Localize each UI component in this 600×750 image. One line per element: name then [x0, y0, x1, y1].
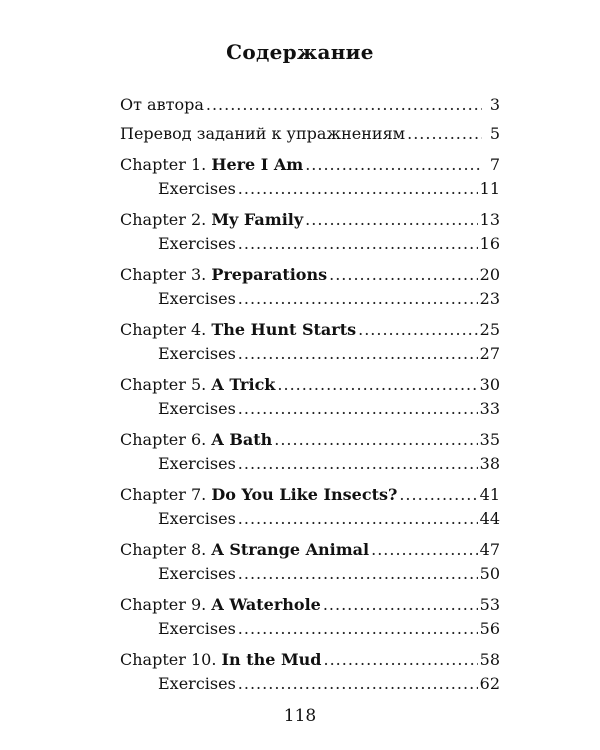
exercises-label: Exercises	[158, 234, 236, 253]
toc-exercises-5	[120, 397, 500, 421]
chapter-page: 41	[479, 485, 500, 504]
chapter-page: 35	[479, 430, 500, 449]
dot-leader	[238, 177, 478, 201]
chapter-title: A Bath	[211, 430, 273, 449]
chapter-number: Chapter 10.	[120, 650, 217, 669]
dot-leader	[238, 397, 478, 421]
toc-entry-author-note	[120, 93, 500, 117]
chapter-label	[120, 538, 369, 562]
toc-chapter-4	[120, 318, 500, 342]
exercises-label: Exercises	[158, 509, 236, 528]
toc-entry-label: Перевод заданий к упражнениям	[120, 124, 406, 143]
chapter-number: Chapter 1.	[120, 155, 207, 174]
chapter-page: 47	[479, 540, 500, 559]
chapter-page: 25	[479, 320, 500, 339]
chapter-number: Chapter 8.	[120, 540, 207, 559]
chapter-label	[120, 428, 272, 452]
dot-leader	[238, 232, 478, 256]
toc-exercises-6	[120, 452, 500, 476]
chapter-label	[120, 208, 303, 232]
exercises-label: Exercises	[158, 289, 236, 308]
chapter-number: Chapter 3.	[120, 265, 207, 284]
chapter-number: Chapter 7.	[120, 485, 207, 504]
exercises-label: Exercises	[158, 564, 236, 583]
toc-exercises-4	[120, 342, 500, 366]
chapter-label	[120, 648, 322, 672]
chapter-label	[120, 263, 327, 287]
chapter-number: Chapter 2.	[120, 210, 207, 229]
toc-chapter-5	[120, 373, 500, 397]
chapter-title: In the Mud	[221, 650, 322, 669]
exercises-page: 56	[479, 619, 500, 638]
chapter-page: 30	[479, 375, 500, 394]
exercises-page: 62	[479, 674, 500, 693]
chapter-label	[120, 483, 397, 507]
toc-chapter-2	[120, 208, 500, 232]
chapter-number: Chapter 4.	[120, 320, 207, 339]
toc-exercises-3	[120, 287, 500, 311]
chapter-number: Chapter 5.	[120, 375, 207, 394]
chapter-page: 7	[489, 155, 500, 174]
toc-entry-page: 3	[489, 95, 500, 114]
dot-leader	[305, 208, 478, 232]
chapter-title: My Family	[211, 210, 304, 229]
dot-leader	[305, 153, 482, 177]
dot-leader	[238, 617, 478, 641]
toc-exercises-2	[120, 232, 500, 256]
dot-leader	[274, 428, 477, 452]
exercises-label: Exercises	[158, 344, 236, 363]
exercises-page: 27	[479, 344, 500, 363]
chapter-title: A Waterhole	[211, 595, 321, 614]
chapter-number: Chapter 6.	[120, 430, 207, 449]
chapter-title: A Trick	[211, 375, 276, 394]
exercises-page: 16	[479, 234, 500, 253]
dot-leader	[324, 648, 478, 672]
dot-leader	[407, 122, 482, 146]
toc-exercises-1	[120, 177, 500, 201]
dot-leader	[277, 373, 477, 397]
exercises-label: Exercises	[158, 179, 236, 198]
chapter-title: Do You Like Insects?	[211, 485, 398, 504]
dot-leader	[238, 287, 478, 311]
chapter-title: A Strange Animal	[211, 540, 370, 559]
dot-leader	[238, 452, 478, 476]
dot-leader	[206, 93, 482, 117]
chapter-label	[120, 153, 303, 177]
exercises-label: Exercises	[158, 619, 236, 638]
exercises-page: 50	[479, 564, 500, 583]
chapter-label	[120, 318, 356, 342]
chapter-title: Here I Am	[211, 155, 304, 174]
exercises-page: 23	[479, 289, 500, 308]
table-of-contents	[120, 93, 500, 696]
toc-entry-task-translations	[120, 122, 500, 146]
dot-leader	[323, 593, 478, 617]
toc-exercises-7	[120, 507, 500, 531]
dot-leader	[238, 342, 478, 366]
chapter-title: The Hunt Starts	[211, 320, 357, 339]
toc-chapter-6	[120, 428, 500, 452]
toc-chapter-7	[120, 483, 500, 507]
exercises-page: 33	[479, 399, 500, 418]
dot-leader	[358, 318, 478, 342]
toc-entry-label: От автора	[120, 95, 204, 114]
page-title: Содержание	[226, 40, 374, 64]
chapter-page: 13	[479, 210, 500, 229]
toc-chapter-10	[120, 648, 500, 672]
toc-chapter-3	[120, 263, 500, 287]
exercises-page: 11	[479, 179, 500, 198]
chapter-number: Chapter 9.	[120, 595, 207, 614]
chapter-label	[120, 593, 321, 617]
toc-exercises-8	[120, 562, 500, 586]
page-number: 118	[283, 706, 317, 726]
toc-entry-page: 5	[489, 124, 500, 143]
chapter-title: Preparations	[211, 265, 328, 284]
dot-leader	[371, 538, 478, 562]
dot-leader	[238, 507, 478, 531]
chapter-page: 53	[479, 595, 500, 614]
chapter-label	[120, 373, 275, 397]
exercises-page: 38	[479, 454, 500, 473]
toc-chapter-9	[120, 593, 500, 617]
toc-chapter-8	[120, 538, 500, 562]
exercises-page: 44	[479, 509, 500, 528]
chapter-page: 58	[479, 650, 500, 669]
exercises-label: Exercises	[158, 399, 236, 418]
toc-exercises-10	[120, 672, 500, 696]
chapter-page: 20	[479, 265, 500, 284]
toc-chapter-1	[120, 153, 500, 177]
dot-leader	[238, 562, 478, 586]
toc-exercises-9	[120, 617, 500, 641]
dot-leader	[329, 263, 478, 287]
dot-leader	[399, 483, 477, 507]
dot-leader	[238, 672, 478, 696]
exercises-label: Exercises	[158, 674, 236, 693]
exercises-label: Exercises	[158, 454, 236, 473]
